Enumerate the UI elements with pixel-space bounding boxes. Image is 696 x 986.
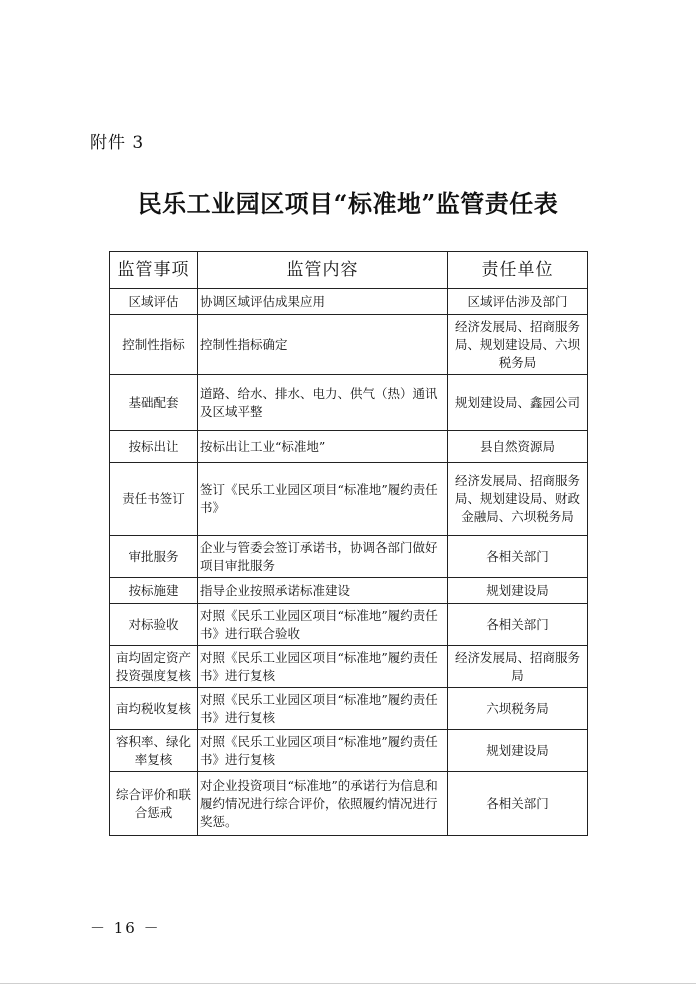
row-content: 指导企业按照承诺标准建设: [198, 578, 448, 604]
table-row: [110, 730, 588, 772]
row-item: 按标施建: [110, 578, 198, 604]
row-content: 控制性指标确定: [198, 315, 448, 375]
row-unit: 各相关部门: [448, 772, 588, 836]
row-content: 对照《民乐工业园区项目“标准地”履约责任书》进行复核: [198, 688, 448, 730]
row-content: 对照《民乐工业园区项目“标准地”履约责任书》进行复核: [198, 646, 448, 688]
row-item: 亩均税收复核: [110, 688, 198, 730]
row-item: 容积率、绿化率复核: [110, 730, 198, 772]
table-row: [110, 431, 588, 463]
row-content: 企业与管委会签订承诺书，协调各部门做好项目审批服务: [198, 536, 448, 578]
row-unit: 经济发展局、招商服务局、规划建设局、财政金融局、六坝税务局: [448, 463, 588, 536]
attachment-label: 附件 3: [90, 133, 145, 153]
row-unit: 规划建设局: [448, 730, 588, 772]
row-item: 对标验收: [110, 604, 198, 646]
header-unit: 责任单位: [448, 252, 588, 289]
header-content: 监管内容: [198, 252, 448, 289]
document-title: 民乐工业园区项目“标准地”监管责任表: [137, 189, 559, 218]
row-item: 按标出让: [110, 431, 198, 463]
page-bottom-divider: [0, 983, 696, 984]
row-content: 对企业投资项目“标准地”的承诺行为信息和履约情况进行综合评价，依照履约情况进行奖惩。: [198, 772, 448, 836]
row-unit: 县自然资源局: [448, 431, 588, 463]
row-item: 责任书签订: [110, 463, 198, 536]
table-row: [110, 536, 588, 578]
table-row: [110, 289, 588, 315]
row-unit: 经济发展局、招商服务局、规划建设局、六坝税务局: [448, 315, 588, 375]
row-unit: 各相关部门: [448, 536, 588, 578]
table-row: [110, 578, 588, 604]
row-content: 对照《民乐工业园区项目“标准地”履约责任书》进行联合验收: [198, 604, 448, 646]
responsibility-table: [109, 251, 588, 836]
table-row: [110, 688, 588, 730]
row-item: 审批服务: [110, 536, 198, 578]
table-row: [110, 315, 588, 375]
row-item: 综合评价和联合惩戒: [110, 772, 198, 836]
row-content: 道路、给水、排水、电力、供气（热）通讯及区域平整: [198, 375, 448, 431]
row-item: 控制性指标: [110, 315, 198, 375]
table-header-row: [110, 252, 588, 289]
page-number: － 16 －: [90, 919, 161, 937]
table-row: [110, 463, 588, 536]
table-row: [110, 772, 588, 836]
row-unit: 经济发展局、招商服务局: [448, 646, 588, 688]
row-item: 亩均固定资产投资强度复核: [110, 646, 198, 688]
table-row: [110, 604, 588, 646]
row-content: 签订《民乐工业园区项目“标准地”履约责任书》: [198, 463, 448, 536]
row-content: 对照《民乐工业园区项目“标准地”履约责任书》进行复核: [198, 730, 448, 772]
header-item: 监管事项: [110, 252, 198, 289]
row-unit: 六坝税务局: [448, 688, 588, 730]
row-content: 按标出让工业“标准地”: [198, 431, 448, 463]
table-row: [110, 375, 588, 431]
row-unit: 规划建设局、鑫园公司: [448, 375, 588, 431]
row-content: 协调区域评估成果应用: [198, 289, 448, 315]
row-item: 基础配套: [110, 375, 198, 431]
row-unit: 区域评估涉及部门: [448, 289, 588, 315]
row-unit: 各相关部门: [448, 604, 588, 646]
table-row: [110, 646, 588, 688]
row-unit: 规划建设局: [448, 578, 588, 604]
row-item: 区域评估: [110, 289, 198, 315]
